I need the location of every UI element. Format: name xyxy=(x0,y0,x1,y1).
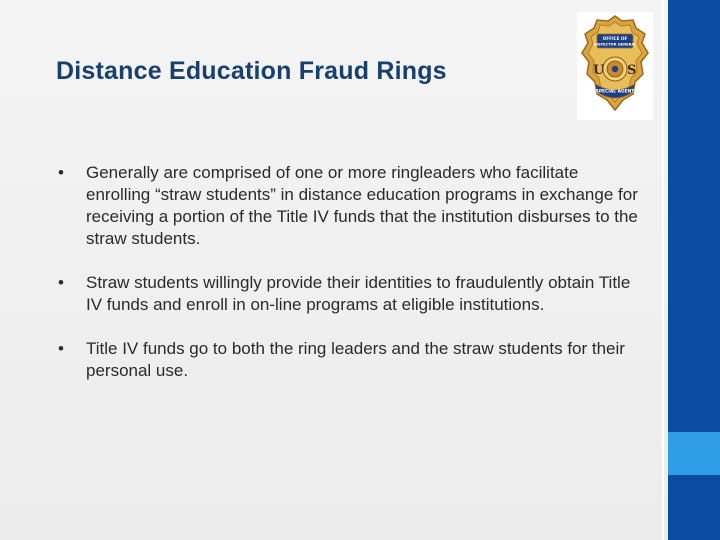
bullet-item xyxy=(56,272,646,316)
svg-text:OFFICE OF: OFFICE OF xyxy=(602,36,628,41)
svg-text:SPECIAL AGENT: SPECIAL AGENT xyxy=(595,89,635,95)
side-bar-accent xyxy=(668,432,720,475)
svg-text:INSPECTOR GENERAL: INSPECTOR GENERAL xyxy=(593,42,637,47)
bullet-marker: • xyxy=(58,163,64,182)
bullet-item xyxy=(56,338,646,382)
bullet-marker: • xyxy=(58,273,64,292)
badge-left-letter: U xyxy=(593,63,605,78)
bullet-list xyxy=(56,162,646,404)
bullet-marker: • xyxy=(58,339,64,358)
bullet-item xyxy=(56,162,646,250)
bullet-text: Straw students willingly provide their identities to fraudulently obtain Title IV funds and enroll in on-line programs at eligible institutions. xyxy=(86,273,631,314)
bullet-text: Title IV funds go to both the ring leaders and the straw students for their personal use. xyxy=(86,339,625,380)
bullet-text: Generally are comprised of one or more ringleaders who facilitate enrolling “straw students” in distance education programs in exchange for receiving a portion of the Title IV funds that the institution disburses to the straw students. xyxy=(86,163,638,248)
slide-title: Distance Education Fraud Rings xyxy=(56,57,447,85)
badge-right-letter: S xyxy=(627,63,637,78)
badge-graphic xyxy=(577,12,653,120)
side-divider xyxy=(662,0,664,540)
oig-special-agent-badge-icon xyxy=(577,12,653,120)
